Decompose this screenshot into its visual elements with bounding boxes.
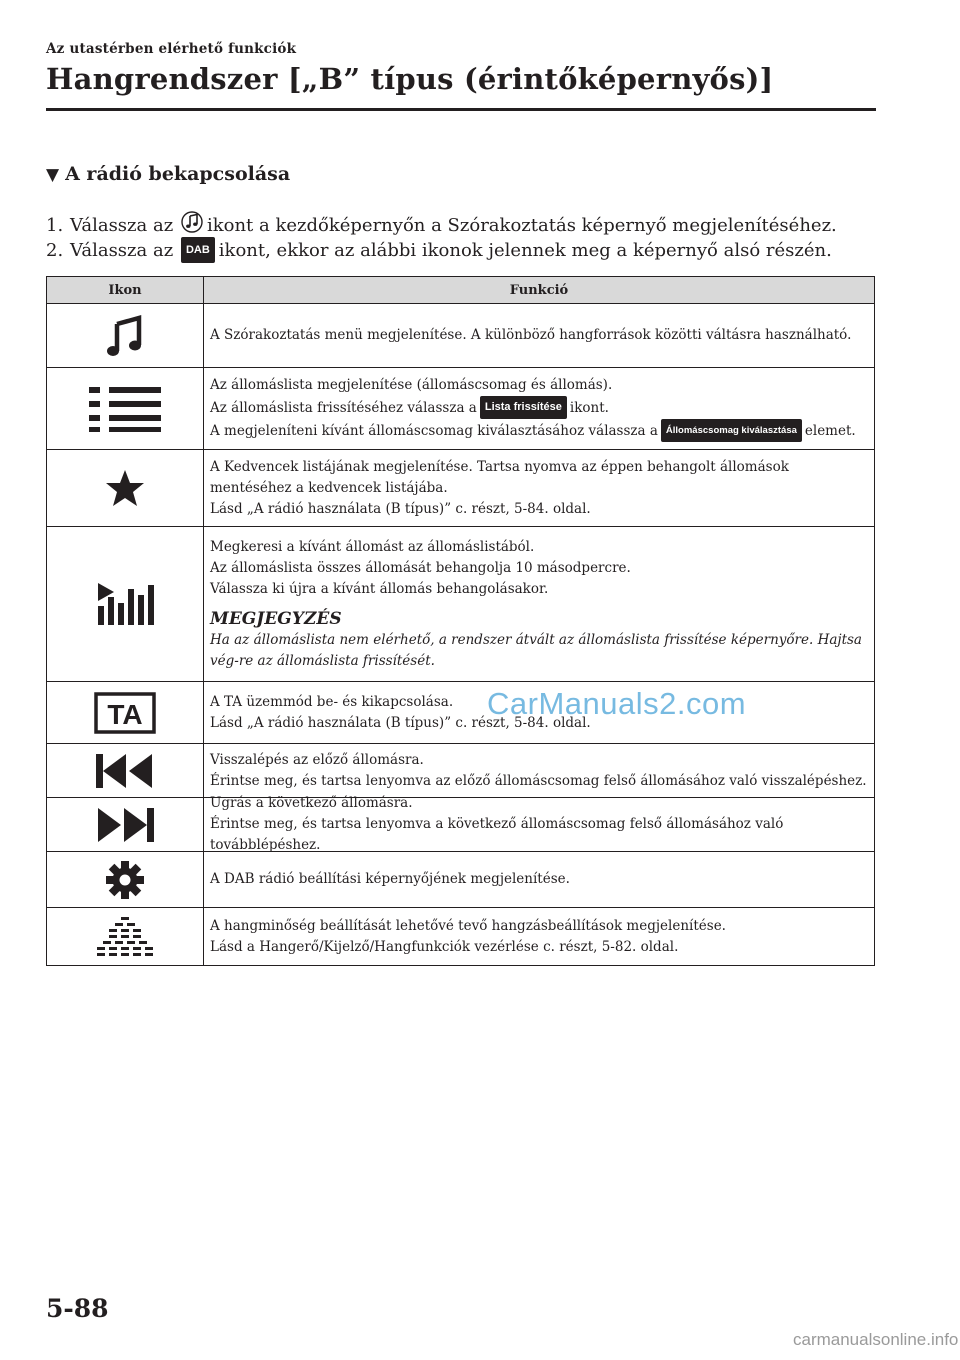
site-watermark: carmanualsonline.info bbox=[793, 1330, 959, 1349]
row-text: Visszalépés az előző állomásra. bbox=[210, 751, 424, 768]
table-row bbox=[47, 449, 874, 526]
previous-track-icon bbox=[47, 744, 204, 797]
table-row bbox=[47, 743, 874, 797]
step-number: 1. bbox=[46, 215, 64, 236]
table-row bbox=[47, 526, 874, 681]
row-text: Lásd „A rádió használata (B típus)” c. részt, 5-84. oldal. bbox=[210, 500, 591, 517]
step-text-after: ikont a kezdőképernyőn a Szórakoztatás képernyő megjelenítéséhez. bbox=[206, 215, 837, 236]
col-header-function: Funkció bbox=[509, 282, 569, 298]
equalizer-icon bbox=[47, 908, 204, 965]
section-heading-text: A rádió bekapcsolása bbox=[65, 163, 291, 185]
star-icon bbox=[47, 450, 204, 526]
table-row bbox=[47, 303, 874, 367]
allomascsomag-button-illustration: Állomáscsomag kiválasztása bbox=[661, 419, 802, 442]
row-text-part: A megjeleníteni kívánt állomáscsomag kiválasztásához válassza a bbox=[210, 423, 658, 439]
row-text: Az állomáslista összes állomását behangolja 10 másodpercre. bbox=[210, 559, 631, 576]
row-text: Megkeresi a kívánt állomást az állomáslistából. bbox=[210, 538, 535, 555]
col-header-icon: Ikon bbox=[47, 277, 204, 303]
table-row bbox=[47, 907, 874, 965]
row-text: A Szórakoztatás menü megjelenítése. A különböző hangforrások közötti váltásra használható. bbox=[210, 327, 852, 343]
row-text-part: ikont. bbox=[569, 400, 609, 416]
row-text: A hangminőség beállítását lehetővé tevő hangzásbeállítások megjelenítése. bbox=[210, 917, 726, 934]
note-text: Ha az állomáslista nem elérhető, a rendszer átvált az állomáslista frissítése képernyőre. Hajtsa vég-re az állomáslista frissítését. bbox=[210, 631, 862, 669]
triangle-bullet-icon: ▼ bbox=[46, 165, 60, 185]
row-text: Az állomáslista megjelenítése (állomáscsomag és állomás). bbox=[210, 377, 613, 393]
row-text: Válassza ki újra a kívánt állomás behangolásakor. bbox=[210, 580, 549, 597]
breadcrumb: Az utastérben elérhető funkciók bbox=[46, 41, 297, 57]
music-note-icon bbox=[47, 304, 204, 367]
row-text-part: elemet. bbox=[804, 423, 856, 439]
row-text: A Kedvencek listájának megjelenítése. Tartsa nyomva az éppen behangolt állomások mentéséhez a kedvencek listájába. bbox=[210, 458, 789, 496]
step-text-after: ikont, ekkor az alábbi ikonok jelennek meg a képernyő alsó részén. bbox=[218, 240, 832, 261]
row-text-part: Az állomáslista frissítéséhez válassza a bbox=[210, 400, 477, 416]
row-text: Érintse meg, és tartsa lenyomva a következő állomáscsomag felső állomásához való továbblépéshez. bbox=[210, 816, 784, 853]
dab-badge: DAB bbox=[181, 237, 215, 263]
list-icon bbox=[47, 368, 204, 449]
section-heading bbox=[46, 163, 290, 185]
watermark: CarManuals2.com bbox=[487, 686, 747, 721]
row-text: A TA üzemmód be- és kikapcsolása. bbox=[210, 693, 454, 710]
lista-frissitese-button-illustration: Lista frissítése bbox=[480, 396, 567, 419]
ta-icon bbox=[47, 682, 204, 743]
table-row bbox=[47, 367, 874, 449]
gear-icon bbox=[47, 852, 204, 907]
ta-icon-label: TA bbox=[107, 698, 143, 730]
step-2 bbox=[46, 237, 832, 263]
icon-function-table bbox=[46, 276, 875, 966]
row-text bbox=[210, 419, 868, 442]
next-track-icon bbox=[47, 798, 204, 851]
table-header bbox=[47, 277, 874, 303]
row-text: Lásd „A rádió használata (B típus)” c. részt, 5-84. oldal. bbox=[210, 714, 591, 731]
row-text: Lásd a Hangerő/Kijelző/Hangfunkciók vezérlése c. részt, 5-82. oldal. bbox=[210, 938, 679, 955]
step-number: 2. bbox=[46, 240, 64, 261]
step-text: Válassza az bbox=[70, 215, 174, 236]
page-number: 5-88 bbox=[46, 1294, 109, 1323]
row-text bbox=[210, 396, 868, 419]
row-text: A DAB rádió beállítási képernyőjének megjelenítése. bbox=[210, 871, 570, 887]
note-heading: MEGJEGYZÉS bbox=[210, 608, 342, 629]
page-title: Hangrendszer [„B” típus (érintőképernyős)] bbox=[46, 62, 774, 96]
table-row bbox=[47, 681, 874, 743]
scan-icon bbox=[47, 527, 204, 681]
table-row bbox=[47, 851, 874, 907]
step-text: Válassza az bbox=[70, 240, 174, 261]
title-rule bbox=[46, 108, 876, 111]
row-text: Érintse meg, és tartsa lenyomva az előző állomáscsomag felső állomásához való visszalépéshez. bbox=[210, 772, 867, 789]
table-row bbox=[47, 797, 874, 851]
row-text: Ugrás a következő állomásra. bbox=[210, 795, 413, 811]
